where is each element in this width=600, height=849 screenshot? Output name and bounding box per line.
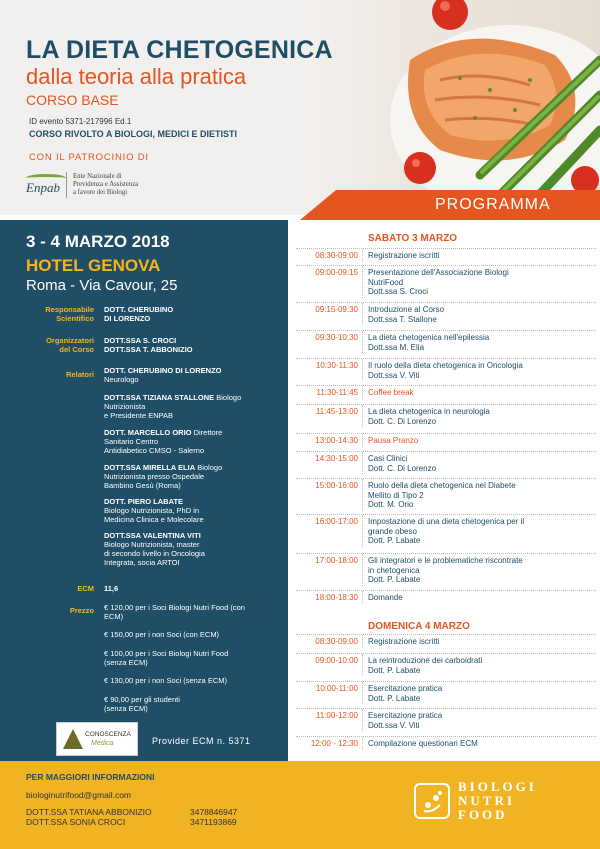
schedule-time: 16:00-17:00 [315,517,358,526]
relatore [104,531,276,567]
schedule-time: 08:30-09:00 [315,251,358,260]
price [104,649,276,667]
schedule-time: 18:00-18:30 [315,593,358,602]
schedule-time: 09:00-09:15 [315,268,358,277]
event-address: Roma - Via Cavour, 25 [26,277,178,294]
schedule-line: Dott.ssa V. Viti [368,370,420,380]
event-dates: 3 - 4 MARZO 2018 [26,232,170,251]
schedule-row [296,478,596,511]
schedule-desc [368,517,588,546]
schedule-line: La dieta chetogenica in neurologia [368,407,490,416]
contact-phone: 3478846947 [190,807,238,817]
schedule-row [296,265,596,298]
schedule-line: Dott. C. Di Lorenzo [368,463,437,473]
price-line: € 120,00 per i Soci Biologi Nutri Food (con [104,603,245,612]
schedule-desc [368,268,588,297]
schedule-line: Esercitazione pratica [368,684,443,693]
provider-text: Provider ECM n. 5371 [152,736,251,746]
relatore-role: Antidiabetico CMSO - Salerno [104,446,205,455]
price [104,695,276,713]
divider [362,635,363,648]
relatore-role: Neurologo [104,375,139,384]
schedule-line: Dott.ssa V. Viti [368,720,420,730]
ecm-label: ECM [77,584,94,593]
enpab-line: Previdenza e Assistenza [72,181,139,188]
schedule-line: Dott. P. Labate [368,575,421,584]
relatore-role: Biologo [216,393,242,402]
relatore-name: DOTT.SSA MIRELLA ELIA [104,463,196,472]
provider-logo-text: Medica [91,740,114,747]
ecm-value: 11,6 [104,584,119,593]
biologi-nutrifood-logo [414,771,558,831]
patronage-label: CON IL PATROCINIO DI [29,152,149,163]
schedule-desc [368,684,588,703]
value-line: DI LORENZO [104,314,151,323]
relatore-role: Biologo [197,463,223,472]
contact-name: DOTT.SSA SONIA CROCI [26,817,126,827]
relatori-label: Relatori [66,370,94,379]
label-line: Organizzatori [46,336,94,345]
divider [362,737,363,750]
schedule-time: 14:30-15:00 [315,454,358,463]
schedule-time: 09:00-10:00 [315,656,358,665]
relatore-role: Medicina Clinica e Molecolare [104,515,204,524]
day2-heading: DOMENICA 4 MARZO [368,621,470,632]
schedule-line: Dott. P. Labate [368,693,421,703]
schedule-desc [368,481,588,510]
event-venue: HOTEL GENOVA [26,256,161,275]
schedule-time: 09:15-09:30 [315,305,358,314]
schedule-line: Dott. M. Orio [368,500,414,509]
schedule-row [296,330,596,353]
price-line: € 130,00 per i non Soci (senza ECM) [104,676,227,685]
relatore-name: DOTT. PIERO LABATE [104,497,184,506]
schedule-time: 10:30-11:30 [315,361,358,370]
schedule-line: Domande [368,593,403,602]
event-id: ID evento 5371-217996 Ed.1 [29,117,132,126]
divider [66,172,67,198]
enpab-logo-text: Enpab [26,180,60,195]
header [0,0,600,215]
relatore-name: DOTT.SSA TIZIANA STALLONE [104,393,215,402]
organizzatori-label [4,336,94,354]
enpab-line: Ente Nazionale di [72,173,122,180]
divider [362,554,363,586]
price [104,603,276,621]
relatore-role: Integrata, socia ARTOI [104,558,180,567]
schedule-desc [368,251,588,261]
schedule-line: Introduzione al Corso [368,305,445,314]
organizzatori-value [104,336,276,354]
prezzo-label: Prezzo [69,606,94,615]
schedule-row [296,433,596,447]
schedule-row [296,653,596,676]
responsabile-value [104,305,276,323]
schedule-row [296,248,596,262]
salmon-photo [300,0,600,215]
brand-text [458,780,537,822]
schedule-time: 11:00-12:00 [315,711,358,720]
relatore-name: DOTT. MARCELLO ORIO [104,428,192,437]
schedule-desc [368,637,588,647]
schedule-time: 10:00-11:00 [315,684,358,693]
relatore-role: Nutrizionista [104,402,146,411]
schedule-line: La reintroduzione dei carboidrati [368,656,483,665]
schedule-desc [368,333,588,352]
relatore-role: di secondo livello in Oncologia [104,549,205,558]
schedule-time: 12:00 - 12:30 [310,739,358,748]
program-label: PROGRAMMA [435,196,551,213]
schedule-line: Coffee break [368,388,414,397]
brand-line: NUTRI [458,793,515,808]
leaf-icon [414,783,450,819]
relatore-name: DOTT.SSA VALENTINA VITI [104,531,201,540]
schedule-row [296,634,596,648]
price [104,676,276,685]
price-line: € 150,00 per i non Soci (con ECM) [104,630,220,639]
schedule-row [296,736,596,750]
schedule-time: 11:45-13:00 [315,407,358,416]
label-line: Responsabile [45,305,94,314]
schedule-desc [368,556,588,585]
contact-name: DOTT.SSA TATIANA ABBONIZIO [26,807,152,817]
schedule-desc [368,436,588,446]
schedule-desc [368,361,588,380]
divider [362,434,363,447]
schedule-row [296,385,596,399]
schedule-line: Pausa Pranzo [368,436,419,445]
contact-phone: 3471193869 [190,817,237,827]
schedule-line: NutriFood [368,277,404,287]
triangle-icon [63,729,83,749]
price-line: € 90,00 per gli studenti [104,695,180,704]
relatore-role: Sanitario Centro [104,437,159,446]
schedule-line: Compilazione questionari ECM [368,739,478,748]
relatore-role: e Presidente ENPAB [104,411,174,420]
schedule-desc [368,454,588,473]
schedule-row [296,451,596,474]
schedule-line: Presentazione dell'Associazione Biologi [368,268,509,277]
schedule-row [296,553,596,586]
schedule-line: Esercitazione pratica [368,711,443,720]
footer-email[interactable]: biologinutrifood@gmail.com [26,790,132,800]
divider [362,359,363,381]
schedule-desc [368,388,588,398]
relatore-role: Bambino Gesù (Roma) [104,481,181,490]
schedule-row [296,302,596,325]
divider [362,249,363,262]
price-line: (senza ECM) [104,658,148,667]
enpab-logo [26,174,60,196]
schedule-desc [368,407,588,426]
divider [362,266,363,298]
enpab-line: a favore dei Biologi [72,189,128,196]
schedule-row [296,681,596,704]
schedule-line: Dott. P. Labate [368,665,421,675]
schedule-row [296,404,596,427]
page-subtitle: dalla teoria alla pratica [26,64,247,89]
provider-logo [56,722,138,756]
schedule-line: Dott.ssa T. Stallone [368,314,437,324]
divider [362,386,363,399]
provider-logo-text: CONOSCENZA [85,731,131,738]
brand-line: FOOD [458,807,508,822]
footer-title: PER MAGGIORI INFORMAZIONI [26,772,155,782]
responsabile-label [4,305,94,323]
schedule-line: Dott. P. Labate [368,536,421,545]
schedule-line: Ruolo della dieta chetogenica nel Diabete [368,481,516,490]
value-line: DOTT.SSA S. CROCI [104,336,177,345]
relatore-role: Biologo Nutrizionista, master [104,540,200,549]
divider [362,405,363,427]
schedule-line: Registrazione iscritti [368,637,440,646]
divider [362,303,363,325]
relatore-role: Biologo Nutrizionista, PhD in [104,506,200,515]
relatore-name: DOTT. CHERUBINO DI LORENZO [104,366,222,375]
price-line: (senza ECM) [104,704,148,713]
relatore [104,366,276,384]
relatore [104,463,276,490]
schedule-row [296,358,596,381]
divider [362,654,363,676]
enpab-logo-block [26,172,138,198]
schedule-line: La dieta chetogenica nell'epilessia [368,333,490,342]
value-line: DOTT.SSA T. ABBONIZIO [104,345,193,354]
schedule-desc [368,656,588,675]
schedule-time: 15:00-16:00 [315,481,358,490]
schedule-line: Il ruolo della dieta chetogenica in Oncologia [368,361,523,370]
schedule-line: Mellito di Tipo 2 [368,490,424,500]
schedule-time: 09:30-10:30 [315,333,358,342]
schedule-time: 17:00-18:00 [315,556,358,565]
divider [362,591,363,604]
schedule-line: Impostazione di una dieta chetogenica per il [368,517,525,526]
divider [362,479,363,511]
day1-heading: SABATO 3 MARZO [368,233,458,244]
schedule-line: Gli integratori e le problematiche riscontrate [368,556,523,565]
course-type: CORSO BASE [26,92,119,108]
price-line: ECM) [104,612,124,621]
value-line: DOTT. CHERUBINO [104,305,174,314]
schedule-row [296,708,596,731]
schedule-desc [368,711,588,730]
schedule-line: Dott. C. Di Lorenzo [368,416,437,426]
divider [362,709,363,731]
schedule-line: Dott.ssa S. Croci [368,287,429,296]
schedule-line: grande obeso [368,526,417,536]
price-line: € 100,00 per i Soci Biologi Nutri Food [104,649,229,658]
relatore [104,497,276,524]
schedule-desc [368,739,588,749]
schedule-line: Registrazione iscritti [368,251,440,260]
enpab-text [73,173,138,197]
schedule-line: in chetogenica [368,565,420,575]
schedule-row [296,590,596,604]
schedule-time: 08:30-09:00 [315,637,358,646]
schedule-line: Dott.ssa M. Elia [368,342,425,352]
label-line: del Corso [59,345,94,354]
divider [362,682,363,704]
relatore-role: Direttore [193,428,223,437]
relatore [104,428,276,455]
page-title: LA DIETA CHETOGENICA [26,36,333,64]
divider [362,331,363,353]
schedule-time: 13:00-14:30 [315,436,358,445]
label-line: Scientifico [56,314,94,323]
divider [362,452,363,474]
brand-line: BIOLOGI [458,779,537,794]
audience: CORSO RIVOLTO A BIOLOGI, MEDICI E DIETISTI [29,129,238,139]
relatore-role: Nutrizionista presso Ospedale [104,472,205,481]
schedule-line: Casi Clinici [368,454,408,463]
schedule-row [296,514,596,547]
schedule-time: 11:30-11:45 [316,388,358,397]
relatore [104,393,276,420]
divider [362,515,363,547]
schedule-desc [368,593,588,603]
price [104,630,276,639]
schedule-desc [368,305,588,324]
